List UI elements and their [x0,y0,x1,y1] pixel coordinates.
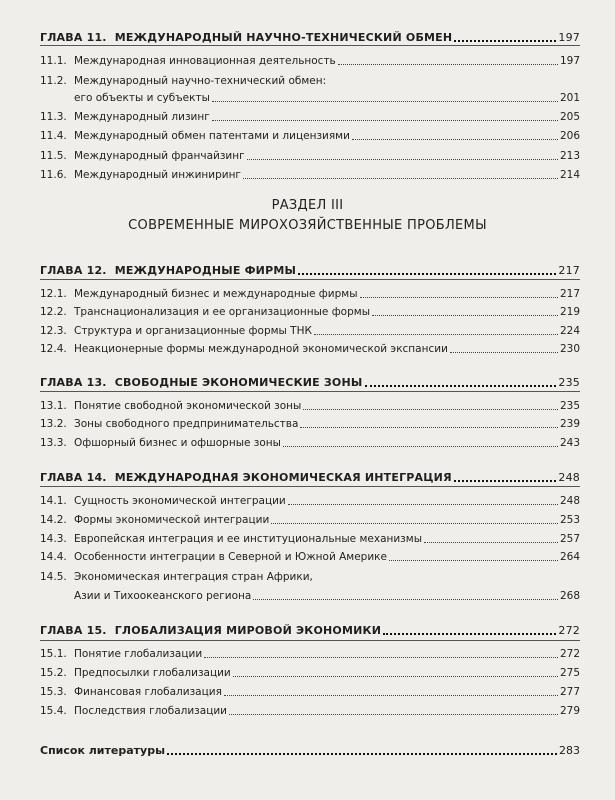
item-page: 268 [559,590,580,602]
item-number: 14.1. [40,495,67,507]
toc-item [40,418,580,431]
toc-item [40,551,580,564]
dot-leader [454,479,557,482]
chapter-rule [40,45,580,46]
section-label: РАЗДЕЛ III [271,198,344,213]
toc-item [40,533,580,546]
toc-item [40,75,580,88]
toc-chapter-11 [40,31,580,44]
item-title: Транснационализация и ее организационные формы [74,306,370,318]
toc-item [40,288,580,301]
dot-leader [314,333,558,335]
dot-leader [300,426,558,428]
chapter-page: 217 [558,264,580,277]
item-number: 14.5. [40,571,67,583]
item-title: Предпосылки глобализации [74,667,231,679]
item-title: Финансовая глобализация [74,686,222,698]
toc-chapter-12 [40,264,580,277]
item-number: 13.2. [40,418,67,430]
dot-leader [288,503,558,505]
bibliography-title: Список литературы [40,744,166,757]
item-title: Особенности интеграции в Северной и Южной Америке [74,551,387,563]
item-page: 235 [559,400,580,412]
item-page: 253 [559,514,580,526]
dot-leader [271,522,558,524]
item-page: 257 [559,533,580,545]
item-page: 248 [559,495,580,507]
item-page: 224 [559,325,580,337]
chapter-rule [40,486,580,487]
item-number: 11.6. [40,169,67,181]
dot-leader [253,598,558,600]
item-number: 12.1. [40,288,67,300]
toc-item [40,150,580,163]
chapter-label: ГЛАВА 12. [40,264,107,277]
dot-leader [229,713,558,715]
item-page: 277 [559,686,580,698]
dot-leader [365,384,557,387]
item-page: 272 [559,648,580,660]
item-number: 14.2. [40,514,67,526]
item-number: 13.3. [40,437,67,449]
toc-item [40,169,580,182]
item-title: Международный обмен патентами и лицензиями [74,130,350,142]
item-page: 214 [559,169,580,181]
item-title: Международный бизнес и международные фирмы [74,288,358,300]
item-title: Зоны свободного предпринимательства [74,418,299,430]
chapter-label: ГЛАВА 11. [40,31,107,44]
item-page: 275 [559,667,580,679]
item-number: 14.4. [40,551,67,563]
item-title: Международный инжиниринг [74,169,241,181]
dot-leader [298,272,556,275]
item-page: 206 [559,130,580,142]
item-page: 201 [559,92,580,104]
dot-leader [224,694,558,696]
item-number: 11.5. [40,150,67,162]
chapter-page: 197 [558,31,580,44]
dot-leader [233,675,558,677]
item-number: 15.3. [40,686,67,698]
chapter-label: ГЛАВА 14. [40,471,107,484]
item-title: Неакционерные формы международной экономической экспансии [74,343,448,355]
dot-leader [360,296,558,298]
dot-leader [204,656,558,658]
item-title: Формы экономической интеграции [74,514,270,526]
toc-item-continuation [40,590,580,603]
toc-item [40,325,580,338]
item-number: 15.2. [40,667,67,679]
item-title-cont: Азии и Тихоокеанского региона [74,590,252,602]
chapter-page: 272 [558,624,580,637]
dot-leader [454,39,556,42]
chapter-page: 235 [558,376,580,389]
chapter-page: 248 [558,471,580,484]
item-number: 15.4. [40,705,67,717]
item-page: 219 [559,306,580,318]
item-title: Структура и организационные формы ТНК [74,325,312,337]
item-page: 243 [559,437,580,449]
chapter-label: ГЛАВА 15. [40,624,107,637]
chapter-title: МЕЖДУНАРОДНЫЙ НАУЧНО-ТЕХНИЧЕСКИЙ ОБМЕН [114,31,453,44]
chapter-rule [40,279,580,280]
chapter-title: ГЛОБАЛИЗАЦИЯ МИРОВОЙ ЭКОНОМИКИ [114,624,382,637]
item-title: Понятие свободной экономической зоны [74,400,302,412]
item-number: 12.2. [40,306,67,318]
dot-leader [283,445,558,447]
dot-leader [424,541,558,543]
chapter-title: МЕЖДУНАРОДНЫЕ ФИРМЫ [114,264,297,277]
toc-item [40,495,580,508]
item-page: 205 [559,111,580,123]
item-title: Международный франчайзинг [74,150,245,162]
item-page: 213 [559,150,580,162]
section-title: СОВРЕМЕННЫЕ МИРОХОЗЯЙСТВЕННЫЕ ПРОБЛЕМЫ [128,218,487,233]
dot-leader [243,177,558,179]
dot-leader [338,63,558,65]
item-title: Офшорный бизнес и офшорные зоны [74,437,281,449]
toc-bibliography [40,744,580,757]
chapter-rule [40,391,580,392]
toc-item [40,343,580,356]
item-title-cont: его объекты и субъекты [74,92,210,104]
item-number: 11.1. [40,55,67,67]
item-title: Сущность экономической интеграции [74,495,286,507]
chapter-title: МЕЖДУНАРОДНАЯ ЭКОНОМИЧЕСКАЯ ИНТЕГРАЦИЯ [114,471,452,484]
dot-leader [372,314,558,316]
dot-leader [212,100,558,102]
item-title: Международный научно-технический обмен: [74,75,327,87]
item-title: Последствия глобализации [74,705,227,717]
item-number: 13.1. [40,400,67,412]
item-title: Международный лизинг [74,111,210,123]
chapter-rule [40,640,580,641]
toc-item [40,705,580,718]
toc-item [40,130,580,143]
bibliography-page: 283 [559,744,580,757]
dot-leader [450,351,558,353]
item-page: 264 [559,551,580,563]
toc-item [40,686,580,699]
item-page: 279 [559,705,580,717]
item-title: Международная инновационная деятельность [74,55,336,67]
toc-item [40,648,580,661]
dot-leader [389,559,558,561]
toc-item [40,55,580,68]
toc-item [40,667,580,680]
item-page: 230 [559,343,580,355]
chapter-label: ГЛАВА 13. [40,376,107,389]
item-number: 15.1. [40,648,67,660]
dot-leader [352,138,558,140]
dot-leader [212,119,558,121]
toc-item [40,514,580,527]
toc-item [40,571,580,584]
item-number: 14.3. [40,533,67,545]
item-number: 12.3. [40,325,67,337]
toc-chapter-13 [40,376,580,389]
item-page: 239 [559,418,580,430]
chapter-title: СВОБОДНЫЕ ЭКОНОМИЧЕСКИЕ ЗОНЫ [114,376,363,389]
toc-item [40,306,580,319]
item-number: 11.2. [40,75,67,87]
toc-item [40,111,580,124]
dot-leader [167,752,557,755]
item-page: 217 [559,288,580,300]
toc-item [40,437,580,450]
item-number: 11.4. [40,130,67,142]
toc-chapter-14 [40,471,580,484]
dot-leader [303,408,558,410]
item-number: 11.3. [40,111,67,123]
item-page: 197 [559,55,580,67]
item-title: Понятие глобализации [74,648,203,660]
toc-item-continuation [40,92,580,105]
toc-item [40,400,580,413]
item-number: 12.4. [40,343,67,355]
dot-leader [383,632,556,635]
toc-chapter-15 [40,624,580,637]
dot-leader [247,158,558,160]
item-title: Европейская интеграция и ее институциональные механизмы [74,533,422,545]
item-title: Экономическая интеграция стран Африки, [74,571,313,583]
